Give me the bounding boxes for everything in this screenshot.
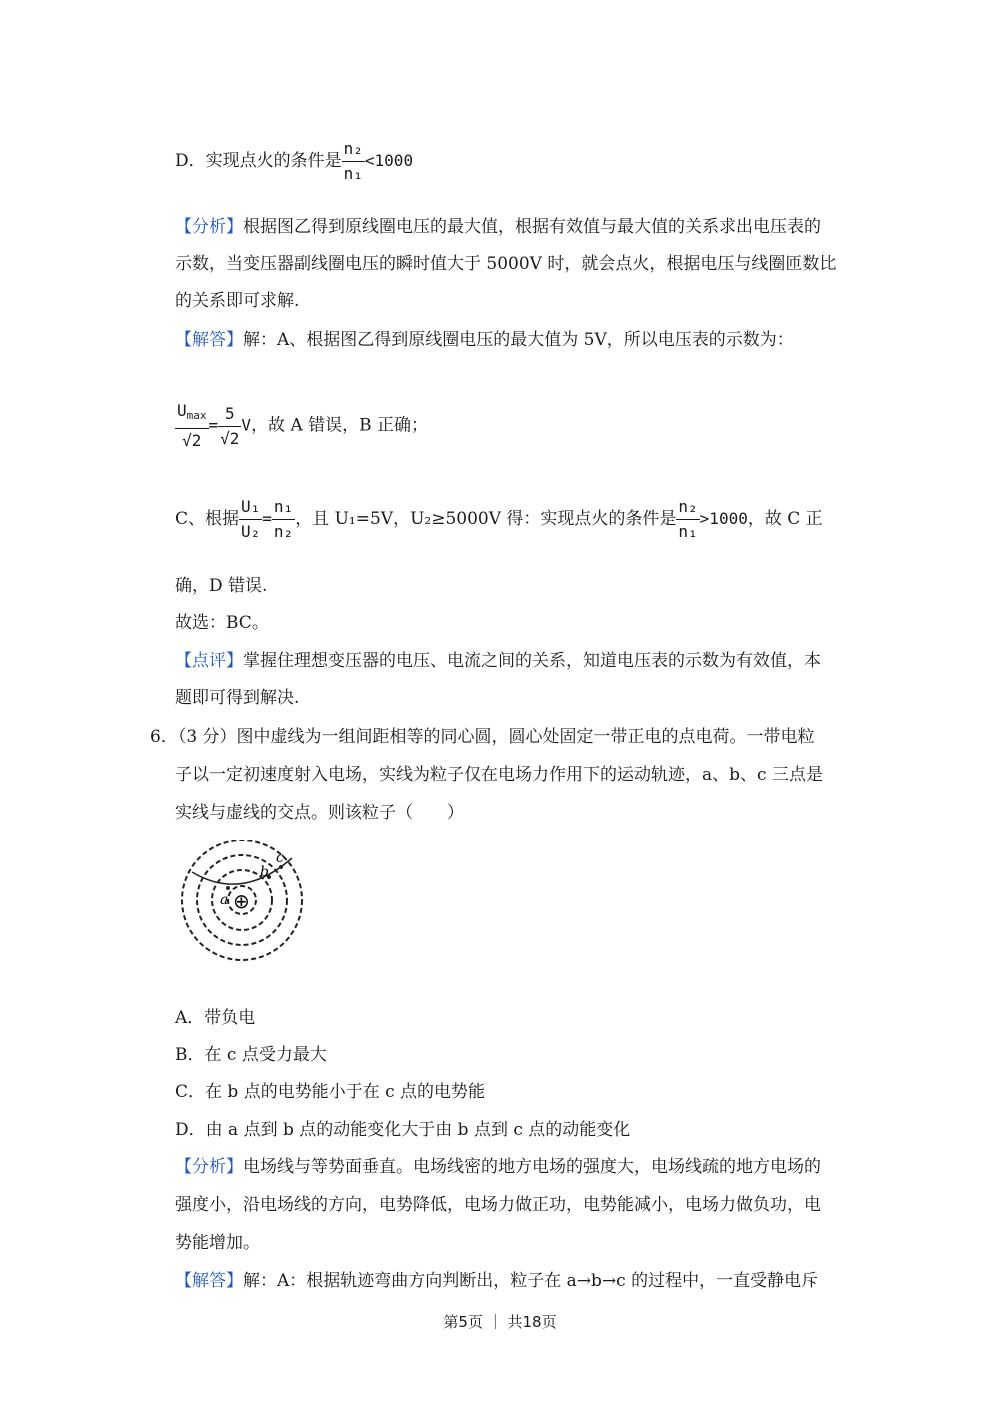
fraction-n2-n1-c: $\frac{\text{n₂}}{\text{n₁}}$ bbox=[678, 497, 698, 541]
fraction-5-sqrt2: $\frac{5}{√2}$ bbox=[220, 403, 240, 448]
option-c: C．在 b 点的电势能小于在 c 点的电势能 bbox=[175, 1082, 486, 1102]
choose-q5: 故选：BC。 bbox=[175, 613, 269, 633]
comment-q5-line2: 题即可得到解决. bbox=[175, 688, 300, 708]
fraction-n2-n1: $\frac{\text{n₂}}{\text{n₁}}$ bbox=[343, 139, 363, 183]
solution-q5-line1: 【解答】解：A、根据图乙得到原线圈电压的最大值为 5V，所以电压表的示数为： bbox=[175, 330, 794, 350]
solution-q5-option-c: C、根据 $\frac{\text{U₁}}{\text{U₂}}$ = $\frac{\text{n₁}}{\text{n₂}}$ ，且 U₁=5V，U₂≥5000V 得：实现点火的条件是 $\frac{\text{n₂}}{\text{n₁}}$ >1000，故 C 正 bbox=[175, 497, 823, 541]
solution-q6-line1: 【解答】解：A：根据轨迹弯曲方向判断出，粒子在 a→b→c 的过程中，一直受静电斥 bbox=[175, 1271, 819, 1291]
question-number: 6． bbox=[150, 727, 178, 747]
fraction-umax-sqrt2: $\frac{U_{max}}{√2}$ bbox=[177, 401, 207, 450]
point-a bbox=[226, 886, 230, 890]
label-c: c bbox=[276, 850, 284, 866]
analysis-q6-line1: 【分析】电场线与等势面垂直。电场线密的地方电场的强度大，电场线疏的地方电场的 bbox=[175, 1157, 821, 1177]
fraction-n1-n2: $\frac{\text{n₁}}{\text{n₂}}$ bbox=[273, 497, 294, 541]
solution-q5-line-d: 确，D 错误. bbox=[175, 576, 268, 596]
label-b: b bbox=[260, 864, 269, 880]
question-6-line1: 6．（3 分）图中虚线为一组间距相等的同心圆，圆心处固定一带正电的点电荷。一带电粒 bbox=[150, 727, 815, 747]
fraction-u1-u2: $\frac{\text{U₁}}{\text{U₂}}$ bbox=[241, 497, 261, 541]
option-a: A．带负电 bbox=[175, 1008, 256, 1028]
comment-q5-line1: 【点评】掌握住理想变压器的电压、电流之间的关系，知道电压表的示数为有效值，本 bbox=[175, 651, 821, 671]
analysis-q6-line3: 势能增加。 bbox=[175, 1233, 260, 1253]
analysis-q5-line2: 示数，当变压器副线圈电压的瞬时值大于 5000V 时，就会点火，根据电压与线圈匝数比 bbox=[175, 254, 837, 274]
page-footer: 第5页 ｜ 共18页 bbox=[443, 1313, 557, 1331]
analysis-tag: 【分析】 bbox=[175, 217, 243, 237]
analysis-q5-line1: 【分析】根据图乙得到原线圈电压的最大值，根据有效值与最大值的关系求出电压表的 bbox=[175, 217, 821, 237]
question-6-line2: 子以一定初速度射入电场，实线为粒子仅在电场力作用下的运动轨迹，a、b、c 三点是 bbox=[175, 765, 823, 785]
option-d-q5: D．实现点火的条件是 $\frac{\text{n₂}}{\text{n₁}}$ <1000 bbox=[175, 139, 414, 183]
positive-charge-icon: ⊕ bbox=[233, 889, 250, 913]
analysis-q6-line2: 强度小，沿电场线的方向，电势降低，电场力做正功，电势能减小，电场力做负功，电 bbox=[175, 1195, 821, 1215]
analysis-q5-line3: 的关系即可求解. bbox=[175, 291, 300, 311]
option-d: D．由 a 点到 b 点的动能变化大于由 b 点到 c 点的动能变化 bbox=[175, 1120, 631, 1140]
formula-effective-voltage: $\frac{U_{max}}{√2}$ = $\frac{5}{√2}$ V，故 A 错误，B 正确； bbox=[177, 401, 429, 450]
option-b: B．在 c 点受力最大 bbox=[175, 1045, 327, 1065]
question-6-line3: 实线与虚线的交点。则该粒子（ ） bbox=[175, 803, 464, 823]
solution-tag: 【解答】 bbox=[175, 1271, 243, 1291]
solution-tag: 【解答】 bbox=[175, 330, 243, 350]
label-a: a bbox=[220, 892, 229, 908]
analysis-tag: 【分析】 bbox=[175, 1157, 243, 1177]
concentric-field-figure bbox=[172, 840, 312, 975]
comment-tag: 【点评】 bbox=[175, 651, 243, 671]
